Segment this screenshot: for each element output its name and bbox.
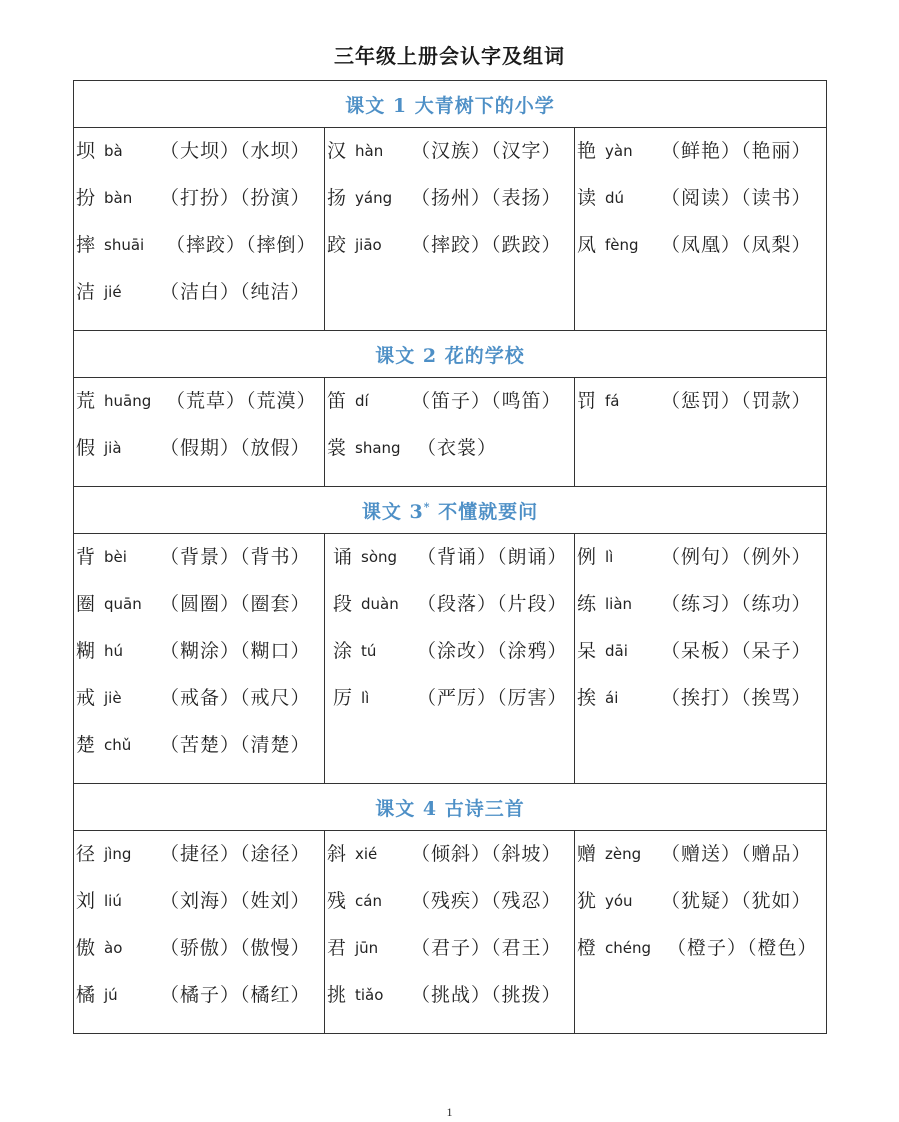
lesson-title-text: 课文 2 花的学校 [375, 344, 525, 367]
character: 练 [577, 593, 597, 615]
lesson-title-text: 课文 4 古诗三首 [375, 797, 525, 820]
word-examples: （段落）（片段） [417, 593, 568, 615]
lesson-title [74, 784, 827, 831]
character: 背 [76, 546, 96, 568]
character-entry [577, 587, 826, 634]
lesson-header [74, 487, 827, 534]
lesson-title [74, 487, 827, 534]
pinyin: yàn [605, 142, 633, 160]
character: 楚 [76, 734, 96, 756]
character: 厉 [333, 687, 353, 709]
word-examples: （洁白）（纯洁） [160, 281, 311, 303]
word-column [325, 128, 575, 331]
character: 诵 [333, 546, 353, 568]
character-entry [577, 228, 826, 275]
pinyin: shuāi [104, 236, 145, 254]
pinyin: chéng [605, 939, 652, 957]
pinyin: cán [355, 892, 382, 910]
word-examples: （君子）（君王） [411, 937, 562, 959]
word-examples: （呆板）（呆子） [661, 640, 812, 662]
character-entry [76, 275, 324, 322]
character-entry [76, 884, 324, 931]
character: 例 [577, 546, 597, 568]
optional-lesson-mark: * [423, 500, 431, 514]
character-entry [333, 587, 574, 634]
word-examples: （刘海）（姓刘） [160, 890, 311, 912]
character-entry [327, 978, 574, 1025]
word-examples: （凤凰）（凤梨） [661, 234, 812, 256]
word-examples: （橘子）（橘红） [160, 984, 311, 1006]
character: 挨 [577, 687, 597, 709]
word-examples: （衣裳） [417, 437, 498, 459]
word-column [74, 534, 325, 784]
lesson-words-row [74, 831, 827, 1034]
pinyin: tiǎo [355, 986, 384, 1004]
word-examples: （苦楚）（清楚） [160, 734, 311, 756]
word-column [325, 534, 575, 784]
word-examples: （涂改）（涂鸦） [417, 640, 568, 662]
character-entry [577, 884, 826, 931]
pinyin: tú [361, 642, 377, 660]
character: 读 [577, 187, 597, 209]
pinyin: xié [355, 845, 378, 863]
pinyin: yóu [605, 892, 633, 910]
pinyin: dāi [605, 642, 628, 660]
pinyin: liú [104, 892, 122, 910]
pinyin: yáng [355, 189, 393, 207]
character: 扬 [327, 187, 347, 209]
character: 艳 [577, 140, 597, 162]
character-entry [577, 540, 826, 587]
pinyin: bèi [104, 548, 127, 566]
character-entry [327, 931, 574, 978]
character-entry [76, 540, 324, 587]
word-examples: （捷径）（途径） [160, 843, 311, 865]
pinyin: jìng [104, 845, 132, 863]
character-entry [333, 634, 574, 681]
word-examples: （打扮）（扮演） [160, 187, 311, 209]
pinyin: bàn [104, 189, 133, 207]
character: 呆 [577, 640, 597, 662]
pinyin: hú [104, 642, 124, 660]
word-examples: （练习）（练功） [661, 593, 812, 615]
pinyin: liàn [605, 595, 633, 613]
lesson-title-text: 课文 1 大青树下的小学 [345, 94, 555, 117]
character: 挑 [327, 984, 347, 1006]
character: 残 [327, 890, 347, 912]
word-examples: （惩罚）（罚款） [661, 390, 812, 412]
word-column [74, 128, 325, 331]
character-entry [577, 681, 826, 728]
lesson-words-row [74, 378, 827, 487]
lesson-title [74, 331, 827, 378]
character: 戒 [76, 687, 96, 709]
pinyin: dí [355, 392, 369, 410]
character: 糊 [76, 640, 96, 662]
pinyin: fèng [605, 236, 639, 254]
word-examples: （背诵）（朗诵） [417, 546, 568, 568]
word-column [74, 831, 325, 1034]
word-examples: （例句）（例外） [661, 546, 812, 568]
pinyin: dú [605, 189, 625, 207]
character: 裳 [327, 437, 347, 459]
lesson-header [74, 331, 827, 378]
pinyin: ào [104, 939, 123, 957]
pinyin: hàn [355, 142, 384, 160]
character: 涂 [333, 640, 353, 662]
page-title: 三年级上册会认字及组词 [334, 44, 565, 68]
lesson-title [74, 81, 827, 128]
character: 圈 [76, 593, 96, 615]
character-entry [327, 134, 574, 181]
character: 橘 [76, 984, 96, 1006]
character-entry [76, 587, 324, 634]
character: 凤 [577, 234, 597, 256]
character-entry [76, 978, 324, 1025]
word-examples: （戒备）（戒尺） [160, 687, 311, 709]
word-examples: （挨打）（挨骂） [661, 687, 812, 709]
word-examples: （严厉）（厉害） [417, 687, 568, 709]
character-entry [327, 837, 574, 884]
character-entry [76, 728, 324, 775]
character: 斜 [327, 843, 347, 865]
lesson-header [74, 784, 827, 831]
lesson-title-text: 课文 3 [361, 500, 424, 523]
character: 假 [76, 437, 96, 459]
character: 径 [76, 843, 96, 865]
word-column [325, 831, 575, 1034]
pinyin: lì [605, 548, 614, 566]
character: 犹 [577, 890, 597, 912]
character-entry [327, 181, 574, 228]
character-entry [333, 681, 574, 728]
pinyin: lì [361, 689, 370, 707]
word-examples: （荒草）（荒漠） [166, 390, 317, 412]
character: 君 [327, 937, 347, 959]
character-entry [333, 540, 574, 587]
pinyin: bà [104, 142, 123, 160]
word-examples: （橙子）（橙色） [667, 937, 818, 959]
pinyin: zèng [605, 845, 642, 863]
page-number: 1 [446, 1105, 453, 1119]
character-entry [577, 134, 826, 181]
character: 刘 [76, 890, 96, 912]
character-entry [76, 228, 324, 275]
character: 洁 [76, 281, 96, 303]
character: 赠 [577, 843, 597, 865]
word-examples: （骄傲）（傲慢） [160, 937, 311, 959]
pinyin: chǔ [104, 736, 132, 754]
word-column [325, 378, 575, 487]
pinyin: jú [104, 986, 118, 1004]
word-examples: （笛子）（鸣笛） [411, 390, 562, 412]
character: 橙 [577, 937, 597, 959]
pinyin: duàn [361, 595, 399, 613]
pinyin: jiāo [355, 236, 382, 254]
character-entry [76, 134, 324, 181]
word-column [575, 378, 827, 487]
character-entry [76, 384, 324, 431]
pinyin: ái [605, 689, 619, 707]
character-entry [327, 884, 574, 931]
word-examples: （汉族）（汉字） [411, 140, 562, 162]
pinyin: jià [104, 439, 122, 457]
word-column [575, 534, 827, 784]
lesson-words-row [74, 128, 827, 331]
character: 坝 [76, 140, 96, 162]
character-entry [327, 431, 574, 478]
lesson-words-row [74, 534, 827, 784]
word-examples: （背景）（背书） [160, 546, 311, 568]
word-examples: （扬州）（表扬） [411, 187, 562, 209]
character: 段 [333, 593, 353, 615]
character-entry [577, 181, 826, 228]
lesson-header [74, 81, 827, 128]
word-examples: （糊涂）（糊口） [160, 640, 311, 662]
character-entry [76, 837, 324, 884]
character: 笛 [327, 390, 347, 412]
character-entry [577, 931, 826, 978]
word-column [74, 378, 325, 487]
word-examples: （摔跤）（跌跤） [411, 234, 562, 256]
character-entry [577, 384, 826, 431]
character: 汉 [327, 140, 347, 162]
pinyin: sòng [361, 548, 398, 566]
word-examples: （大坝）（水坝） [160, 140, 311, 162]
character: 摔 [76, 234, 96, 256]
word-examples: （假期）（放假） [160, 437, 311, 459]
word-column [575, 128, 827, 331]
vocabulary-table [73, 80, 827, 1034]
word-examples: （摔跤）（摔倒） [166, 234, 317, 256]
word-examples: （犹疑）（犹如） [661, 890, 812, 912]
word-examples: （鲜艳）（艳丽） [661, 140, 812, 162]
character-entry [76, 431, 324, 478]
lesson-title-rest: 不懂就要问 [430, 500, 539, 523]
word-examples: （阅读）（读书） [661, 187, 812, 209]
pinyin: jiè [104, 689, 122, 707]
pinyin: huāng [104, 392, 152, 410]
character-entry [577, 634, 826, 681]
pinyin: shang [355, 439, 401, 457]
character-entry [327, 384, 574, 431]
character-entry [577, 837, 826, 884]
pinyin: jié [104, 283, 122, 301]
word-examples: （赠送）（赠品） [661, 843, 812, 865]
character-entry [76, 181, 324, 228]
character: 扮 [76, 187, 96, 209]
word-column [575, 831, 827, 1034]
word-examples: （残疾）（残忍） [411, 890, 562, 912]
character: 跤 [327, 234, 347, 256]
character-entry [76, 681, 324, 728]
pinyin: fá [605, 392, 620, 410]
pinyin: jūn [355, 939, 379, 957]
pinyin: quān [104, 595, 142, 613]
character-entry [76, 634, 324, 681]
word-examples: （圆圈）（圈套） [160, 593, 311, 615]
character: 荒 [76, 390, 96, 412]
character-entry [327, 228, 574, 275]
word-examples: （倾斜）（斜坡） [411, 843, 562, 865]
character: 罚 [577, 390, 597, 412]
character: 傲 [76, 937, 96, 959]
word-examples: （挑战）（挑拨） [411, 984, 562, 1006]
character-entry [76, 931, 324, 978]
